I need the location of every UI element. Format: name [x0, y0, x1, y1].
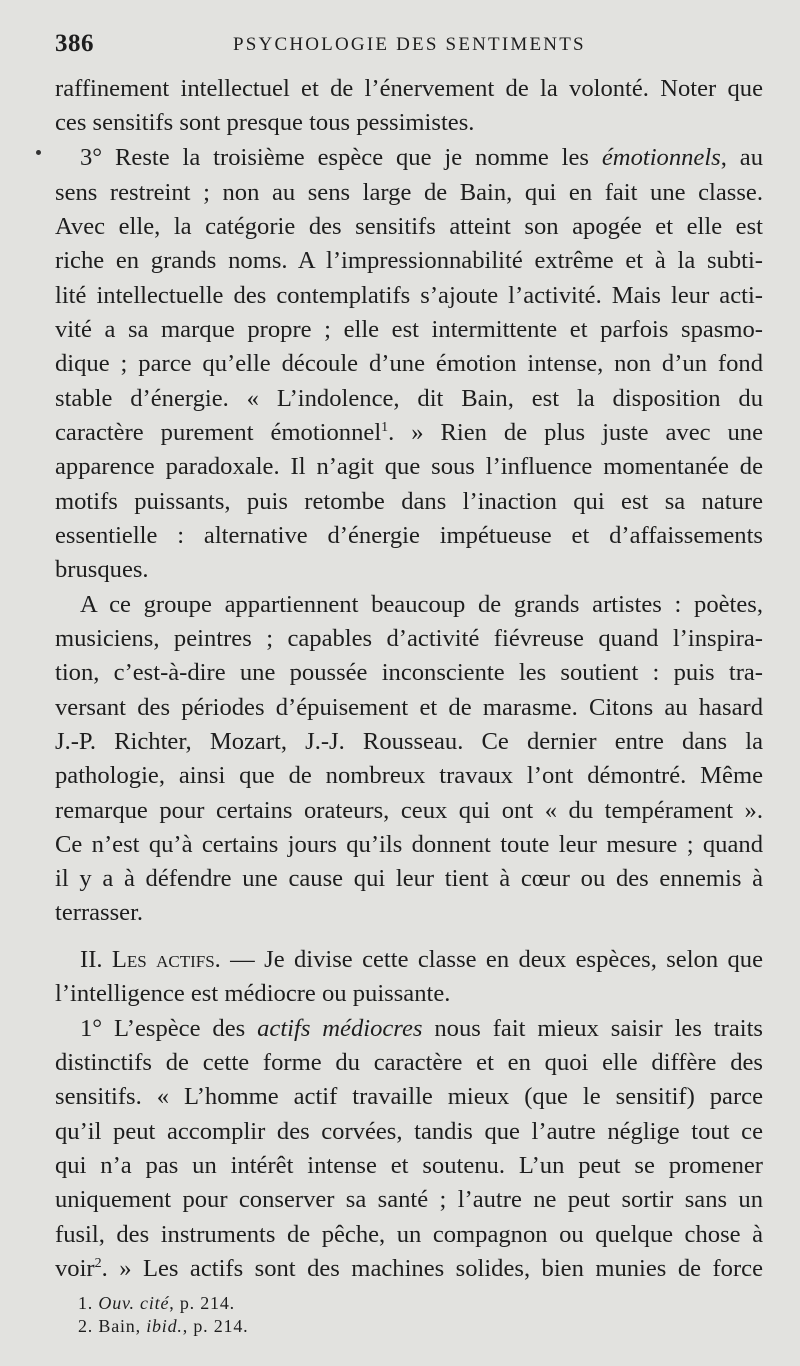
footnote-ref: 1: [381, 419, 389, 435]
text-line: apparence paradoxale. Il n’agit que sous l’influence momentanée de: [55, 453, 763, 480]
text-line: [80, 141, 763, 175]
text-span: . » Les actifs sont des machines solides, bien munies de force: [101, 1255, 763, 1282]
text-span: voir: [55, 1255, 95, 1282]
text-line: l’intelligence est médiocre ou puissante.: [55, 980, 451, 1007]
text-line: [55, 1252, 763, 1286]
text-line: distinctifs de cette forme du caractère et en quoi elle diffère des: [55, 1049, 763, 1076]
text-line: pathologie, ainsi que de nombreux travaux l’ont démontré. Même: [55, 762, 763, 789]
footnote: [78, 1291, 235, 1315]
footnote-number: 1.: [78, 1293, 99, 1313]
footnote: [78, 1314, 248, 1338]
text-line: lité intellectuelle des contemplatifs s’ajoute l’activité. Mais leur acti-: [55, 282, 763, 309]
footnote-title: ibid.: [146, 1316, 183, 1336]
text-line: [55, 416, 763, 450]
text-line: dique ; parce qu’elle découle d’une émotion intense, non d’un fond: [55, 350, 763, 377]
text-span: 1° L’espèce des: [80, 1015, 258, 1042]
text-line: vité a sa marque propre ; elle est intermittente et parfois spasmo-: [55, 316, 763, 343]
page-header: [55, 30, 765, 64]
text-line: uniquement pour conserver sa santé ; l’autre ne peut sortir sans un: [55, 1186, 763, 1213]
running-head: PSYCHOLOGIE DES SENTIMENTS: [233, 34, 586, 55]
text-span: — Je divise cette classe en deux espèces, selon que: [220, 946, 764, 973]
text-line: versant des périodes d’épuisement et de marasme. Citons au hasard: [55, 694, 763, 721]
text-line: terrasser.: [55, 899, 144, 926]
text-line: ces sensitifs sont presque tous pessimistes.: [55, 109, 475, 136]
text-line: raffinement intellectuel et de l’énervement de la volonté. Noter que: [55, 75, 763, 102]
footnote-number: 2. Bain,: [78, 1316, 147, 1336]
text-span: nous fait mieux saisir les traits: [422, 1015, 763, 1042]
text-span: 3° Reste la troisième espèce que je nomme les: [80, 144, 602, 171]
footnote-text: , p. 214.: [182, 1316, 249, 1336]
text-line: fusil, des instruments de pêche, un compagnon ou quelque chose à: [55, 1221, 763, 1248]
text-line: riche en grands noms. A l’impressionnabilité extrême et à la subti-: [55, 247, 763, 274]
section-heading: II. Les actifs.: [80, 946, 221, 973]
text-line: A ce groupe appartiennent beaucoup de grands artistes : poètes,: [80, 591, 763, 618]
footnote-text: , p. 214.: [169, 1293, 235, 1313]
text-line: qu’il peut accomplir des corvées, tandis que l’autre néglige tout ce: [55, 1118, 763, 1145]
text-line: sensitifs. « L’homme actif travaille mieux (que le sensitif) parce: [55, 1083, 763, 1110]
italic-term: émotionnels: [601, 144, 721, 171]
text-line: essentielle : alternative d’énergie impétueuse et d’affaissements: [55, 522, 763, 549]
text-line: Avec elle, la catégorie des sensitifs atteint son apogée et elle est: [55, 213, 763, 240]
text-line: motifs puissants, puis retombe dans l’inaction qui est sa nature: [55, 488, 763, 515]
text-line: stable d’énergie. « L’indolence, dit Bain, est la disposition du: [55, 385, 763, 412]
page-number: 386: [55, 30, 94, 57]
text-line: brusques.: [55, 556, 149, 583]
footnote-ref: 2: [94, 1255, 102, 1271]
text-line: musiciens, peintres ; capables d’activité fiévreuse quand l’inspira-: [55, 625, 763, 652]
text-span: , au: [720, 144, 763, 171]
text-line: Ce n’est qu’à certains jours qu’ils donnent toute leur mesure ; quand: [55, 831, 763, 858]
text-line: J.-P. Richter, Mozart, J.-J. Rousseau. Ce dernier entre dans la: [55, 728, 763, 755]
text-line: tion, c’est-à-dire une poussée inconsciente les soutient : puis tra-: [55, 659, 763, 686]
text-span: . » Rien de plus juste avec une: [388, 419, 763, 446]
text-line: [80, 1012, 763, 1046]
text-line: remarque pour certains orateurs, ceux qui ont « du tempérament ».: [55, 797, 763, 824]
text-line: qui n’a pas un intérêt intense et soutenu. L’un peut se promener: [55, 1152, 763, 1179]
text-line: sens restreint ; non au sens large de Bain, qui en fait une classe.: [55, 179, 763, 206]
section-heading-line: [80, 943, 763, 977]
text-line: il y a à défendre une cause qui leur tient à cœur ou des ennemis à: [55, 865, 763, 892]
margin-mark: [36, 150, 41, 155]
text-span: caractère purement émotionnel: [55, 419, 382, 446]
italic-term: actifs médiocres: [257, 1015, 423, 1042]
footnote-title: Ouv. cité: [98, 1293, 170, 1313]
